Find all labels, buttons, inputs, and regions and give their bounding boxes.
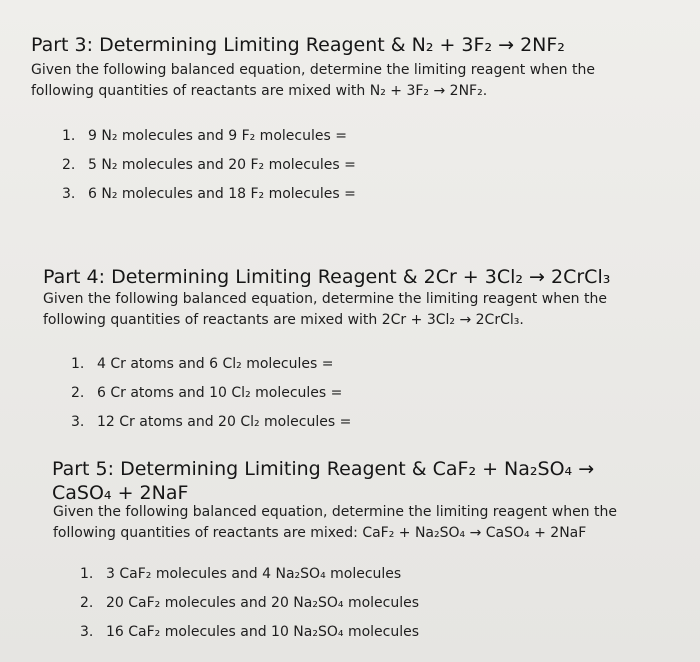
- part-5-description: Given the following balanced equation, determine the limiting reagent when the following quantities of reactants are mixed: CaF₂ + Na₂SO₄ → CaSO₄ + 2NaF: [53, 504, 617, 541]
- list-item: [80, 622, 419, 651]
- part-5-question-list: [80, 564, 419, 651]
- list-item: [62, 155, 356, 184]
- question-text: 6 Cr atoms and 10 Cl₂ molecules =: [97, 385, 343, 401]
- question-number: 1.: [71, 356, 85, 372]
- question-text: 20 CaF₂ molecules and 20 Na₂SO₄ molecules: [106, 595, 420, 611]
- question-number: 2.: [80, 595, 94, 611]
- question-text: 4 Cr atoms and 6 Cl₂ molecules =: [97, 356, 334, 372]
- list-item: [80, 593, 419, 622]
- question-text: 6 N₂ molecules and 18 F₂ molecules =: [88, 186, 356, 202]
- list-item: [62, 126, 356, 155]
- question-number: 2.: [62, 157, 76, 173]
- list-item: [71, 383, 351, 412]
- part-4-title: Part 4: Determining Limiting Reagent & 2Cr + 3Cl₂ → 2CrCl₃: [43, 266, 611, 288]
- question-text: 12 Cr atoms and 20 Cl₂ molecules =: [97, 414, 352, 430]
- question-number: 3.: [62, 186, 76, 202]
- question-number: 1.: [62, 128, 76, 144]
- list-item: [71, 412, 351, 441]
- question-number: 3.: [71, 414, 85, 430]
- part-4-question-list: [71, 354, 351, 441]
- part-3-title: Part 3: Determining Limiting Reagent & N₂ + 3F₂ → 2NF₂: [31, 34, 565, 56]
- list-item: [71, 354, 351, 383]
- question-text: 5 N₂ molecules and 20 F₂ molecules =: [88, 157, 356, 173]
- question-number: 1.: [80, 566, 94, 582]
- part-4-description: Given the following balanced equation, determine the limiting reagent when the following quantities of reactants are mixed with 2Cr + 3Cl₂ → 2CrCl₃.: [43, 291, 607, 328]
- question-number: 3.: [80, 624, 94, 640]
- question-text: 9 N₂ molecules and 9 F₂ molecules =: [88, 128, 347, 144]
- list-item: [62, 184, 356, 213]
- question-text: 16 CaF₂ molecules and 10 Na₂SO₄ molecules: [106, 624, 420, 640]
- part-3-description: Given the following balanced equation, determine the limiting reagent when the following quantities of reactants are mixed with N₂ + 3F₂ → 2NF₂.: [31, 62, 595, 99]
- part-3-question-list: [62, 126, 356, 213]
- list-item: [80, 564, 419, 593]
- question-text: 3 CaF₂ molecules and 4 Na₂SO₄ molecules: [106, 566, 402, 582]
- question-number: 2.: [71, 385, 85, 401]
- part-5-title: Part 5: Determining Limiting Reagent & CaF₂ + Na₂SO₄ → CaSO₄ + 2NaF: [52, 458, 595, 504]
